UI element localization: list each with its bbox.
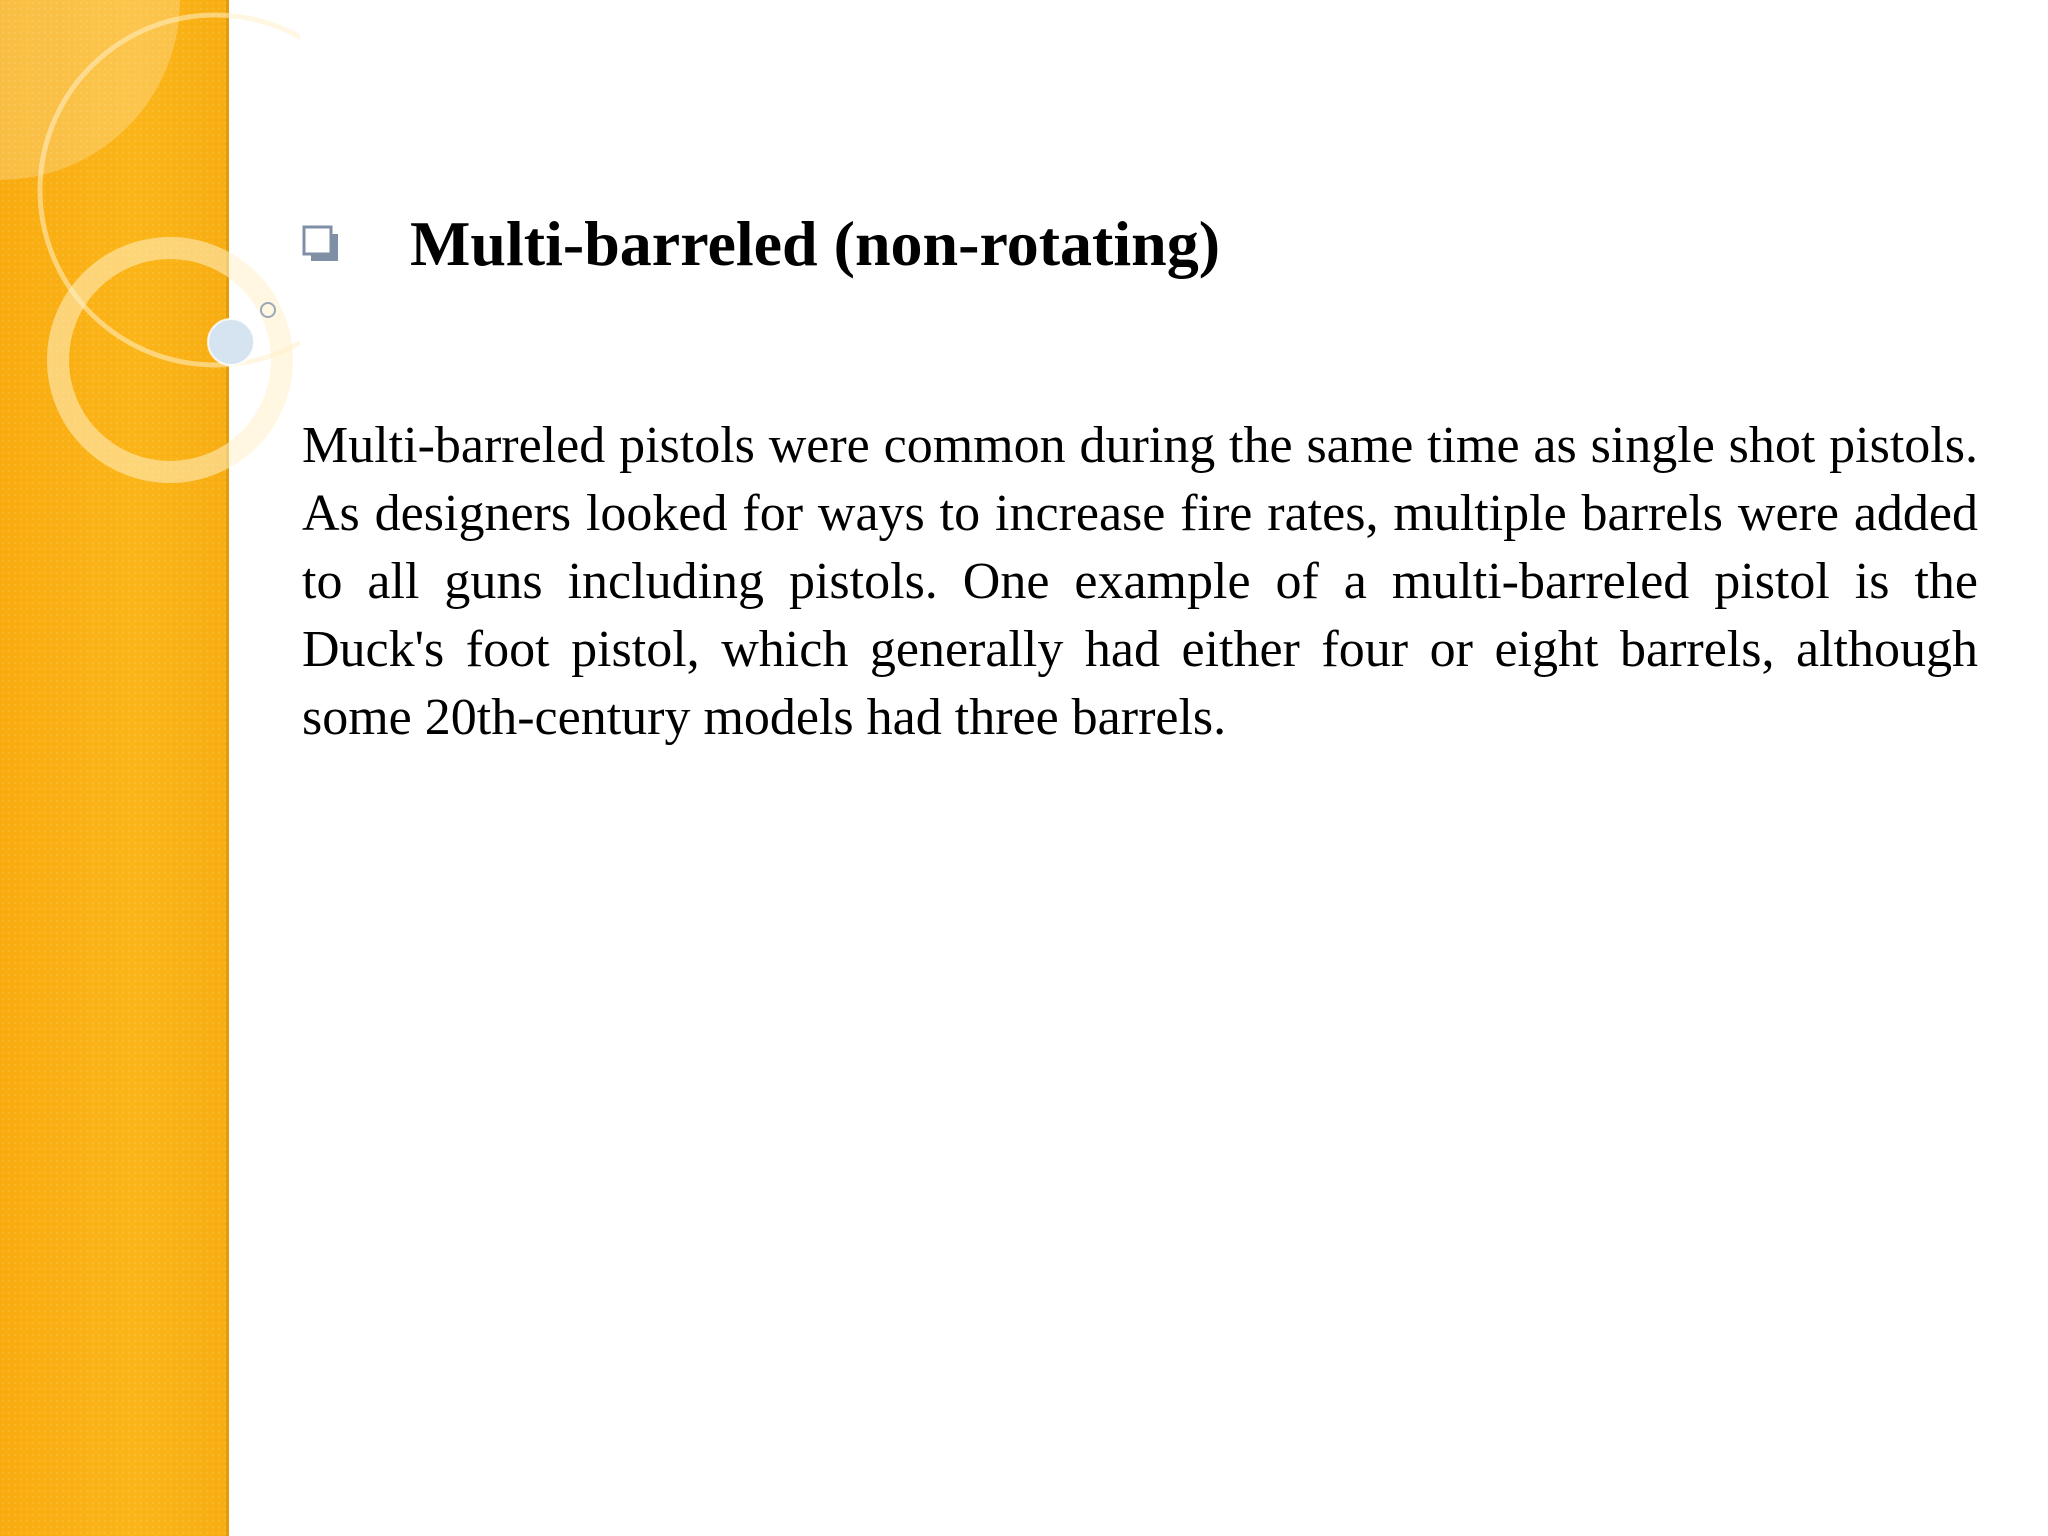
slide-title: Multi-barreled (non-rotating) — [410, 208, 1220, 279]
square-bullet-icon — [302, 225, 340, 263]
title-row — [302, 204, 1220, 284]
body-paragraph: Multi-barreled pistols were common during the same time as single shot pistols. As designers looked for ways to increase fire rates, multiple barrels were added to all guns including pistols. One example of a multi-barreled pistol is the Duck's foot pistol, which generally had either four or eight barrels, although some 20th-century models had three barrels. — [302, 417, 1978, 746]
decorative-circles — [0, 0, 300, 520]
